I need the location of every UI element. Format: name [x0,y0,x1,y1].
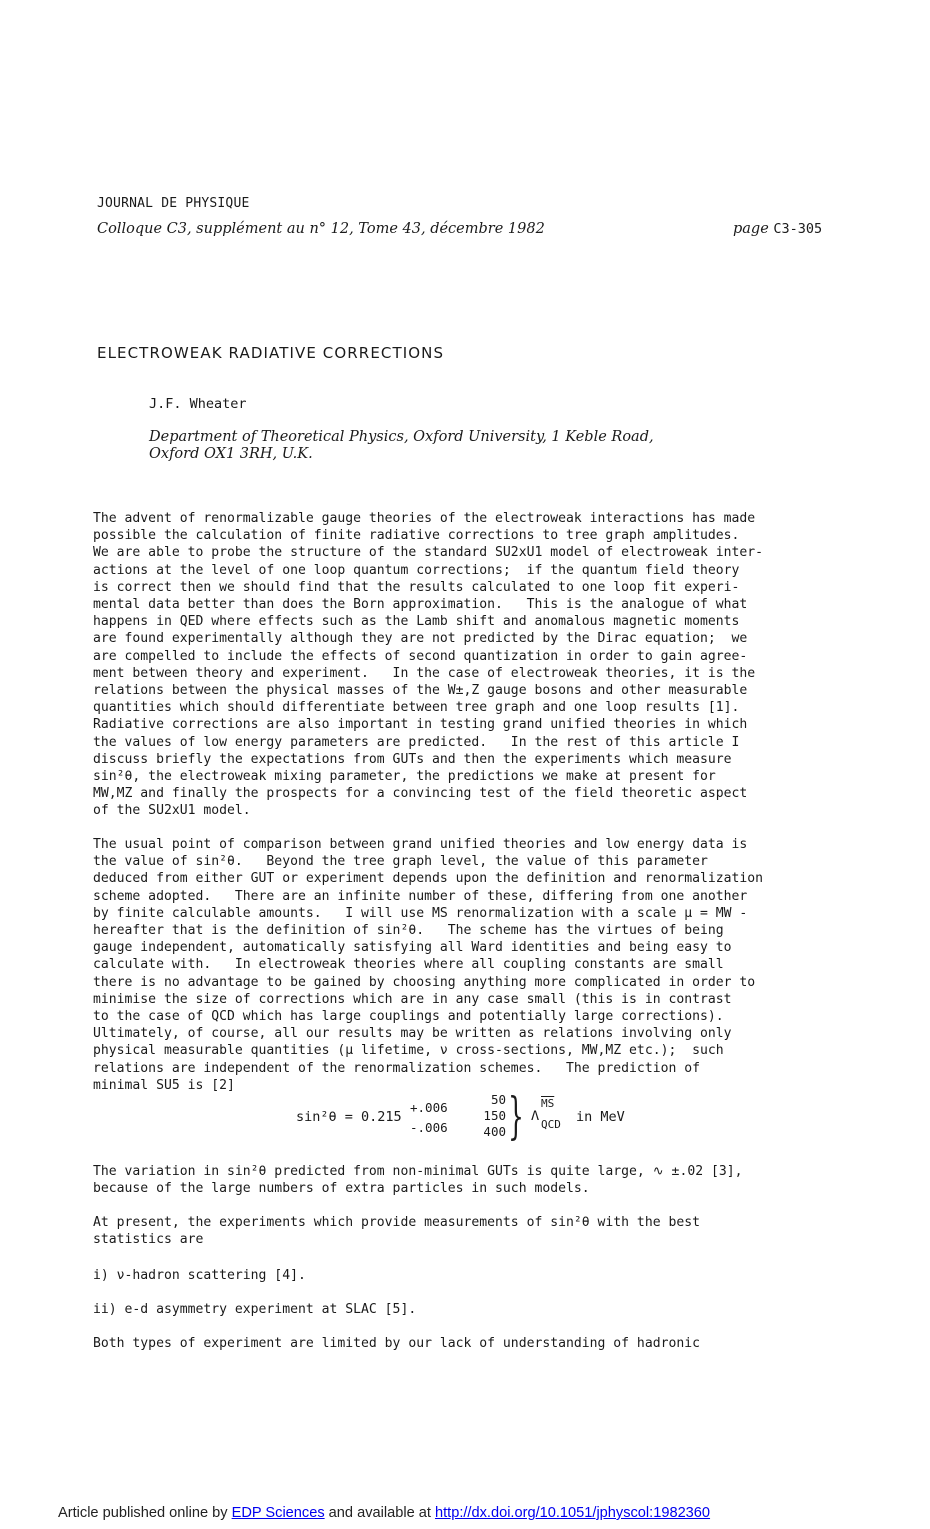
list-item-1: i) ν-hadron scattering [4]. [93,1268,306,1283]
lambda-value: 400 [483,1124,506,1139]
author: J.F. Wheater [149,396,247,412]
publisher-link[interactable]: EDP Sciences [231,1505,325,1521]
footer-text-pre: Article published online by [58,1505,232,1521]
formula-minus-error: -.006 [410,1120,448,1135]
formula-plus-error: +.006 [410,1100,448,1115]
paragraph-4: At present, the experiments which provide measurements of sin²θ with the best statistics are [93,1215,700,1248]
colloque-line: Colloque C3, supplément au n° 12, Tome 43, décembre 1982 [97,221,545,237]
list-item-2: ii) e-d asymmetry experiment at SLAC [5]. [93,1302,417,1317]
qcd-label: QCD [541,1118,561,1131]
formula-lhs: sin²θ = 0.215 [296,1109,402,1125]
paragraph-3: The variation in sin²θ predicted from non-minimal GUTs is quite large, ∿ ±.02 [3], because of the large numbers of extra particles in such models. [93,1164,743,1197]
article-title: ELECTROWEAK RADIATIVE CORRECTIONS [97,344,445,362]
doi-link[interactable]: http://dx.doi.org/10.1051/jphyscol:1982360 [434,1505,711,1521]
page-prefix: page [733,221,769,237]
lambda-symbol: Λ [531,1108,540,1124]
lambda-values [480,1092,506,1140]
right-brace: } [508,1087,524,1145]
page-number-value: C3-305 [773,221,823,237]
footer-text-mid: and available at [324,1505,435,1521]
affiliation: Department of Theoretical Physics, Oxford University, 1 Keble Road, Oxford OX1 3RH, U.K. [149,429,654,462]
formula-unit: in MeV [576,1109,625,1125]
lambda-value: 150 [483,1108,506,1123]
paragraph-1: The advent of renormalizable gauge theories of the electroweak interactions has made possible the calculation of finite radiative corrections to tree graph amplitudes. We are able to probe the structure of the standard SU2xU1 model of electroweak inter- actions at the level of one loop quantum corrections; if the quantum field theory is correct then we should find that the results calculated to one loop fit experi- mental data better than does the Born approximation. This is the analogue of what happens in QED where effects such as the Lamb shift and anomalous magnetic moments are found experimentally although they are not predicted by the Dirac equation; we are compelled to include the effects of second quantization in order to gain agree- ment between theory and experiment. In the case of electroweak theories, it is the relations between the physical masses of the W±,Z gauge bosons and other measurable quantities which should differentiate between tree graph and one loop results [1]. Radiative corrections are also important in testing grand unified theories in which the values of low energy parameters are predicted. In the rest of this article I discuss briefly the expectations from GUTs and then the experiments which measure sin²θ, the electroweak mixing parameter, the predictions we make at present for MW,MZ and finally the prospects for a convincing test of the field theoretic aspect of the SU2xU1 model. [93,511,764,819]
publication-footer [58,1505,710,1521]
sin2theta-formula [296,1087,656,1145]
paragraph-2: The usual point of comparison between grand unified theories and low energy data is the value of sin²θ. Beyond the tree graph level, the value of this parameter deduced from either GUT or experiment depends upon the definition and renormalization scheme adopted. There are an infinite number of these, differing from one another by finite calculable amounts. I will use MS renormalization with a scale μ = MW - hereafter that is the definition of sin²θ. The scheme has the virtues of being gauge independent, automatically satisfying all Ward identities and being easy to calculate with. In electroweak theories where all coupling constants are small there is no advantage to be gained by choosing anything more complicated in order to minimise the size of corrections which are in any case small (this is in contrast to the case of QCD which has large couplings and potentially large corrections). Ultimately, of course, all our results may be written as relations involving only physical measurable quantities (μ lifetime, ν cross-sections, MW,MZ etc.); such relations are independent of the renormalization schemes. The prediction of minimal SU5 is [2] [93,837,764,1093]
page-number [733,221,822,237]
ms-label: $\overline{MS}$ [541,1097,555,1110]
journal-name: JOURNAL DE PHYSIQUE [97,196,250,211]
paragraph-5: Both types of experiment are limited by our lack of understanding of hadronic [93,1336,700,1351]
lambda-value: 50 [490,1092,506,1107]
